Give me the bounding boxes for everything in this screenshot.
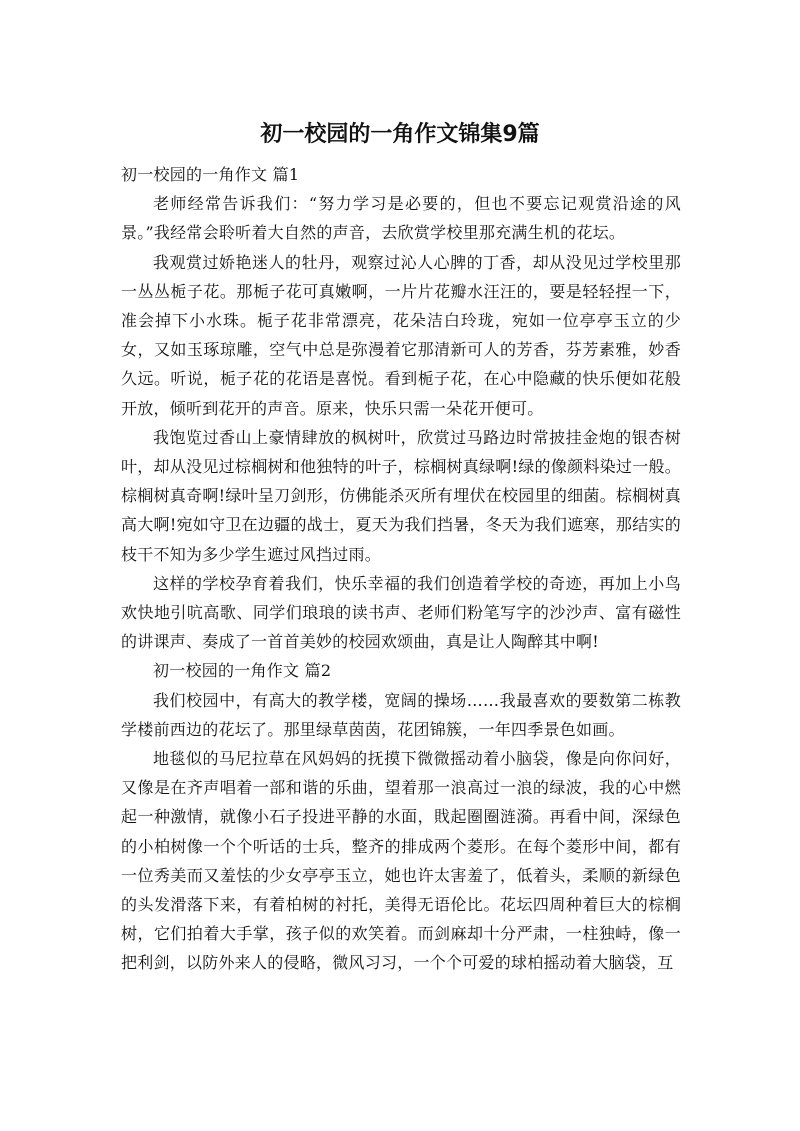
paragraph: 我观赏过娇艳迷人的牡丹，观察过沁人心脾的丁香，却从没见过学校里那一丛丛栀子花。那栀子花可真嫩啊，一片片花瓣水汪汪的，要是轻轻捏一下，准会掉下小水珠。栀子花非常漂亮，花朵洁白玲珑，宛如一位亭亭玉立的少女，又如玉琢琼雕，空气中总是弥漫着它那清新可人的芳香，芬芳素雅，妙香久远。听说，栀子花的花语是喜悦。看到栀子花，在心中隐藏的快乐便如花般开放，倾听到花开的声音。原来，快乐只需一朵花开便可。: [121, 252, 681, 418]
paragraph: 地毯似的马尼拉草在风妈妈的抚摸下微微摇动着小脑袋，像是向你问好，又像是在齐声唱着一部和谐的乐曲，望着那一浪高过一浪的绿波，我的心中燃起一种激情，就像小石子投进平静的水面，戝起圈圈涟漪。再看中间，深绿色的小柏树像一个个听话的士兵，整齐的排成两个菱形。在每个菱形中间，都有一位秀美而又羞怯的少女亭亭玉立，她也许太害羞了，低着头，柔顺的新绿色的头发滑落下来，有着柏树的衬托，美得无语伦比。花坛四周种着巨大的棕榈树，它们拍着大手掌，孩子似的欢笑着。而剑麻却十分严肃，一柱独峙，像一把利剑，以防外来人的侵略，微风习习，一个个可爱的球柏摇动着大脑袋，互: [121, 749, 681, 973]
section-heading-1: 初一校园的一角作文 篇1: [121, 165, 300, 184]
paragraph: 老师经常告诉我们：“努力学习是必要的，但也不要忘记观赏沿途的风景。”我经常会聆听着大自然的声音，去欣赏学校里那充满生机的花坛。: [121, 194, 681, 243]
document-title: 初一校园的一角作文锦集9篇: [260, 122, 540, 147]
paragraph: 我饱览过香山上豪情肆放的枫树叶，欣赏过马路边时常披挂金炮的银杏树叶，却从没见过棕榈树和他独特的叶子，棕榈树真绿啊!绿的像颜料染过一般。棕榈树真奇啊!绿叶呈刀剑形，仿佛能杀灭所有埋伏在校园里的细菌。棕榈树真高大啊!宛如守卫在边疆的战士，夏天为我们挡暑，冬天为我们遮寒，那结实的枝干不知为多少学生遮过风挡过雨。: [121, 427, 681, 564]
paragraph: 这样的学校孕育着我们，快乐幸福的我们创造着学校的奇迹，再加上小鸟欢快地引吭高歌、同学们琅琅的读书声、老师们粉笔写字的沙沙声、富有磁性的讲课声、奏成了一首首美妙的校园欢颂曲，真是让人陶醉其中啊!: [121, 573, 681, 652]
paragraph: 我们校园中，有高大的教学楼，宽阔的操场……我最喜欢的要数第二栋教学楼前西边的花坛了。那里绿草茵茵，花团锦簇，一年四季景色如画。: [121, 690, 681, 739]
section-heading-2: 初一校园的一角作文 篇2: [153, 661, 332, 681]
document-body: [121, 160, 681, 978]
